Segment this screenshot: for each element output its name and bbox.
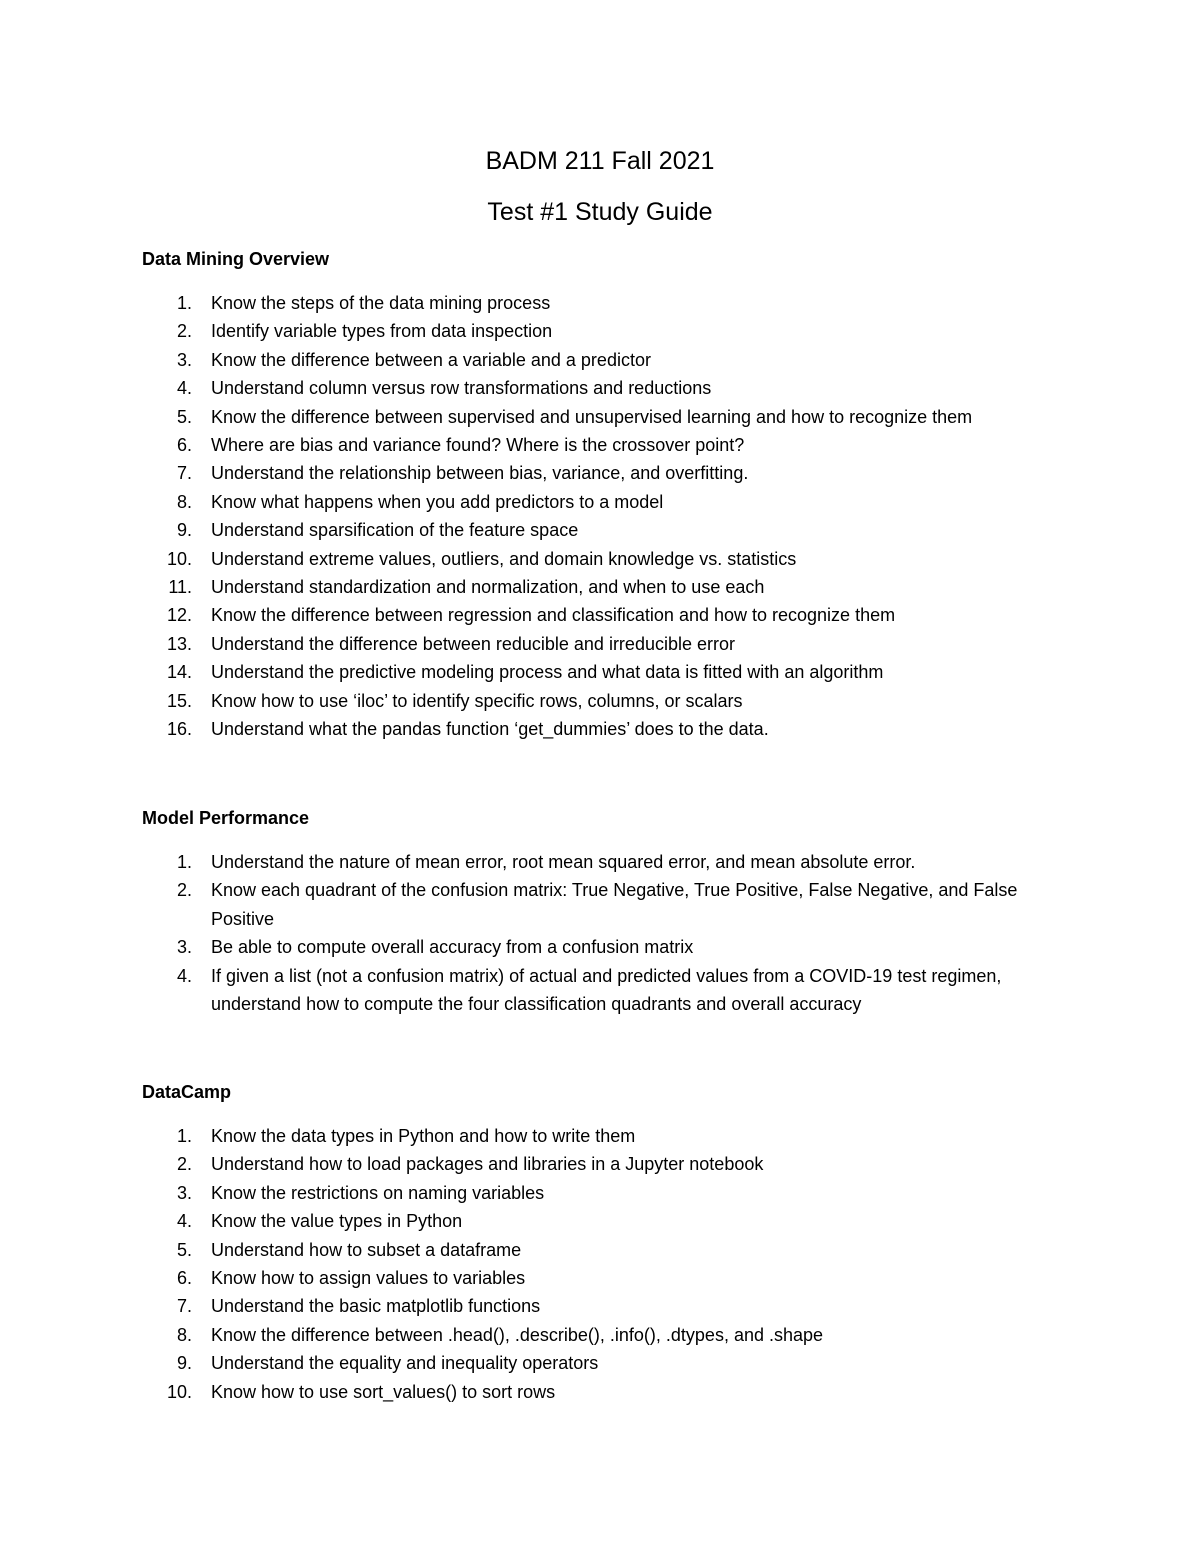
list-item-text: Understand standardization and normalization, and when to use each [211,577,765,598]
list-item [142,317,1072,345]
list-item-text: Know how to assign values to variables [211,1268,526,1289]
list-item-number: 2. [176,1154,192,1175]
list-item-text: Know how to use sort_values() to sort rows [211,1381,556,1402]
list-item-number: 9. [176,520,192,541]
list-item [142,459,1072,487]
list-item-number: 7. [176,463,192,484]
list-item [142,374,1072,402]
list-item-text: Know the value types in Python [211,1211,463,1232]
list-item [142,687,1072,715]
list-item [142,346,1072,374]
list-item [142,1179,1072,1207]
list-item [142,933,1072,961]
list-item-text: Understand the basic matplotlib functions [211,1296,541,1317]
list-item [142,1122,1072,1150]
section-datacamp [142,1080,1072,1406]
list-item-number: 5. [176,406,192,427]
list-item-text: Know how to use ‘iloc’ to identify specific rows, columns, or scalars [211,690,743,711]
list-item-number: 4. [176,1211,192,1232]
list-item-text: Understand what the pandas function ‘get_dummies’ does to the data. [211,719,769,740]
section-heading: Data Mining Overview [142,249,330,269]
list-item [142,601,1072,629]
list-item-text: Understand the relationship between bias, variance, and overfitting. [211,463,749,484]
list-item [142,658,1072,686]
list-item-text: Where are bias and variance found? Where is the crossover point? [211,435,745,456]
list-item [142,431,1072,459]
document-title: BADM 211 Fall 2021 [485,147,715,175]
list-item-text: Understand the nature of mean error, root mean squared error, and mean absolute error. [211,852,916,872]
list-item-number: 3. [176,937,192,958]
list-item [142,573,1072,601]
list-item-text: Know the difference between regression and classification and how to recognize them [211,605,896,626]
list-item-number: 6. [176,1268,192,1289]
list-item-text: Know the restrictions on naming variables [211,1182,545,1203]
item-list [142,848,1072,1018]
list-item [142,516,1072,544]
section-data-mining-overview [142,247,1072,744]
list-item-number: 9. [176,1353,192,1374]
list-item-number: 4. [176,378,192,399]
list-item-number: 1. [176,293,192,313]
list-item-text: Understand sparsification of the feature space [211,520,579,541]
list-item-number: 12. [166,605,192,626]
list-item-text: Know the difference between .head(), .describe(), .info(), .dtypes, and .shape [211,1324,824,1345]
list-item-text: Understand how to load packages and libraries in a Jupyter notebook [211,1154,764,1175]
list-item-number: 3. [176,1182,192,1203]
list-item-text: Know the data types in Python and how to write them [211,1126,636,1146]
section-heading: Model Performance [142,808,310,828]
list-item-number: 3. [176,349,192,370]
list-item-number: 6. [176,435,192,456]
list-item-text: Understand the difference between reducible and irreducible error [211,633,735,654]
list-item [142,289,1072,317]
list-item-number: 11. [168,577,192,598]
list-item [142,1264,1072,1292]
list-item [142,1378,1072,1406]
list-item [142,876,1072,933]
list-item [142,545,1072,573]
list-item-number: 1. [176,1126,192,1146]
list-item [142,848,1072,876]
list-item-text: Know what happens when you add predictors to a model [211,491,664,512]
list-item-number: 4. [176,965,192,986]
list-item [142,1292,1072,1320]
list-item [142,1321,1072,1349]
list-item-text: Know the difference between a variable and a predictor [211,349,651,370]
item-list [142,1122,1072,1406]
list-item [142,403,1072,431]
list-item-text: Understand column versus row transformations and reductions [211,378,712,399]
list-item-number: 15. [166,690,192,711]
section-model-performance [142,806,1072,1018]
list-item-number: 7. [176,1296,192,1317]
item-list [142,289,1072,744]
list-item [142,630,1072,658]
list-item-text: Know each quadrant of the confusion matrix: True Negative, True Positive, False Negative, and False Positive [211,880,1018,929]
list-item-number: 1. [176,852,192,872]
list-item-number: 8. [176,1324,192,1345]
document-subtitle: Test #1 Study Guide [487,198,713,226]
list-item-number: 2. [176,321,192,342]
list-item [142,1207,1072,1235]
list-item-number: 16. [166,719,192,740]
list-item-text: If given a list (not a confusion matrix) of actual and predicted values from a COVID-19 test regimen, understand how to compute the four classification quadrants and overall accuracy [211,965,1002,1015]
list-item-number: 10. [166,548,192,569]
section-heading: DataCamp [142,1082,232,1102]
list-item-text: Understand the predictive modeling process and what data is fitted with an algorithm [211,662,884,683]
list-item-text: Know the steps of the data mining process [211,293,551,313]
list-item-number: 10. [166,1381,192,1402]
list-item-text: Understand the equality and inequality operators [211,1353,599,1374]
list-item-number: 14. [166,662,192,683]
list-item-number: 8. [176,491,192,512]
list-item [142,1236,1072,1264]
list-item-text: Understand extreme values, outliers, and domain knowledge vs. statistics [211,548,797,569]
list-item-text: Identify variable types from data inspection [211,321,553,342]
list-item [142,488,1072,516]
list-item [142,962,1072,1019]
list-item-text: Understand how to subset a dataframe [211,1239,522,1260]
list-item-number: 2. [176,880,192,901]
list-item-text: Know the difference between supervised and unsupervised learning and how to recognize them [211,406,973,427]
list-item-number: 5. [176,1239,192,1260]
list-item [142,1349,1072,1377]
list-item [142,715,1072,743]
list-item [142,1150,1072,1178]
list-item-number: 13. [166,633,192,654]
list-item-text: Be able to compute overall accuracy from a confusion matrix [211,937,694,958]
